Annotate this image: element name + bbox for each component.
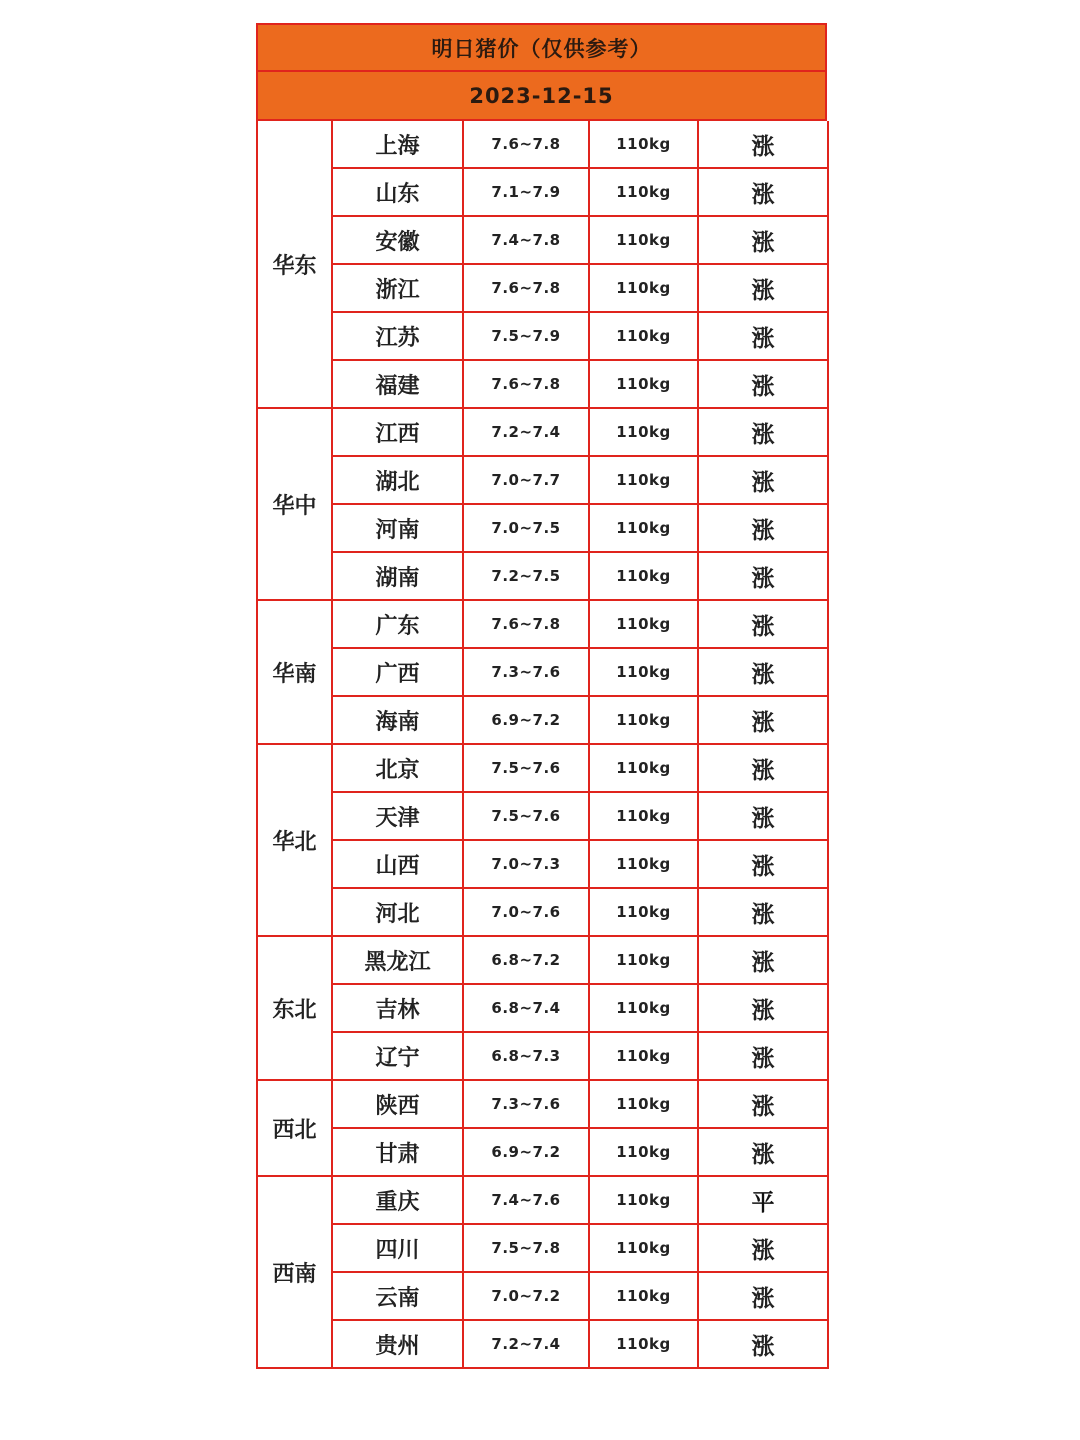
region-cell: 西南 xyxy=(257,1176,332,1368)
table-row xyxy=(257,360,828,408)
table-row xyxy=(257,840,828,888)
weight-cell: 110kg xyxy=(589,456,698,504)
weight-cell: 110kg xyxy=(589,168,698,216)
weight-cell: 110kg xyxy=(589,121,698,168)
price-range-cell: 7.5~7.9 xyxy=(463,312,589,360)
weight-cell: 110kg xyxy=(589,984,698,1032)
weight-cell: 110kg xyxy=(589,1176,698,1224)
price-sheet xyxy=(256,23,827,1369)
table-row xyxy=(257,792,828,840)
province-cell: 天津 xyxy=(332,792,463,840)
table-row xyxy=(257,1320,828,1368)
trend-cell: 涨 xyxy=(698,456,828,504)
weight-cell: 110kg xyxy=(589,1128,698,1176)
weight-cell: 110kg xyxy=(589,1320,698,1368)
trend-cell: 涨 xyxy=(698,264,828,312)
province-cell: 福建 xyxy=(332,360,463,408)
table-row xyxy=(257,1272,828,1320)
table-row xyxy=(257,121,828,168)
table-row xyxy=(257,1080,828,1128)
price-range-cell: 7.4~7.6 xyxy=(463,1176,589,1224)
price-range-cell: 7.6~7.8 xyxy=(463,600,589,648)
price-range-cell: 7.2~7.5 xyxy=(463,552,589,600)
province-cell: 广东 xyxy=(332,600,463,648)
table-row xyxy=(257,216,828,264)
region-cell: 华南 xyxy=(257,600,332,744)
trend-cell: 涨 xyxy=(698,888,828,936)
table-row xyxy=(257,408,828,456)
province-cell: 河北 xyxy=(332,888,463,936)
trend-cell: 涨 xyxy=(698,216,828,264)
weight-cell: 110kg xyxy=(589,936,698,984)
province-cell: 山西 xyxy=(332,840,463,888)
table-row xyxy=(257,168,828,216)
province-cell: 浙江 xyxy=(332,264,463,312)
province-cell: 安徽 xyxy=(332,216,463,264)
trend-cell: 涨 xyxy=(698,984,828,1032)
trend-cell: 涨 xyxy=(698,1224,828,1272)
region-cell: 西北 xyxy=(257,1080,332,1176)
table-row xyxy=(257,1224,828,1272)
price-range-cell: 7.5~7.8 xyxy=(463,1224,589,1272)
trend-cell: 涨 xyxy=(698,168,828,216)
trend-cell: 涨 xyxy=(698,312,828,360)
table-row xyxy=(257,984,828,1032)
table-date: 2023-12-15 xyxy=(256,72,827,121)
price-range-cell: 7.0~7.5 xyxy=(463,504,589,552)
table-row xyxy=(257,1032,828,1080)
weight-cell: 110kg xyxy=(589,216,698,264)
table-row xyxy=(257,312,828,360)
table-row xyxy=(257,600,828,648)
weight-cell: 110kg xyxy=(589,360,698,408)
table-row xyxy=(257,888,828,936)
price-range-cell: 7.6~7.8 xyxy=(463,121,589,168)
province-cell: 云南 xyxy=(332,1272,463,1320)
province-cell: 湖南 xyxy=(332,552,463,600)
table-row xyxy=(257,264,828,312)
weight-cell: 110kg xyxy=(589,504,698,552)
trend-cell: 涨 xyxy=(698,1320,828,1368)
weight-cell: 110kg xyxy=(589,312,698,360)
weight-cell: 110kg xyxy=(589,792,698,840)
price-range-cell: 6.9~7.2 xyxy=(463,696,589,744)
region-cell: 华中 xyxy=(257,408,332,600)
trend-cell: 涨 xyxy=(698,600,828,648)
province-cell: 江西 xyxy=(332,408,463,456)
weight-cell: 110kg xyxy=(589,1224,698,1272)
trend-cell: 涨 xyxy=(698,744,828,792)
price-range-cell: 7.0~7.7 xyxy=(463,456,589,504)
price-table-body xyxy=(257,121,828,1368)
price-range-cell: 7.5~7.6 xyxy=(463,744,589,792)
weight-cell: 110kg xyxy=(589,696,698,744)
price-range-cell: 7.6~7.8 xyxy=(463,360,589,408)
price-range-cell: 7.1~7.9 xyxy=(463,168,589,216)
price-table xyxy=(256,121,829,1369)
trend-cell: 涨 xyxy=(698,936,828,984)
table-row xyxy=(257,504,828,552)
weight-cell: 110kg xyxy=(589,888,698,936)
price-range-cell: 6.8~7.3 xyxy=(463,1032,589,1080)
trend-cell: 涨 xyxy=(698,552,828,600)
province-cell: 陕西 xyxy=(332,1080,463,1128)
price-range-cell: 6.8~7.4 xyxy=(463,984,589,1032)
weight-cell: 110kg xyxy=(589,408,698,456)
price-range-cell: 7.4~7.8 xyxy=(463,216,589,264)
weight-cell: 110kg xyxy=(589,1080,698,1128)
province-cell: 湖北 xyxy=(332,456,463,504)
province-cell: 贵州 xyxy=(332,1320,463,1368)
price-range-cell: 7.2~7.4 xyxy=(463,1320,589,1368)
region-cell: 华东 xyxy=(257,121,332,408)
province-cell: 吉林 xyxy=(332,984,463,1032)
trend-cell: 涨 xyxy=(698,1080,828,1128)
table-title: 明日猪价（仅供参考） xyxy=(256,23,827,72)
table-row xyxy=(257,552,828,600)
weight-cell: 110kg xyxy=(589,552,698,600)
table-row xyxy=(257,1128,828,1176)
price-range-cell: 7.3~7.6 xyxy=(463,1080,589,1128)
province-cell: 北京 xyxy=(332,744,463,792)
price-range-cell: 7.0~7.6 xyxy=(463,888,589,936)
price-range-cell: 7.0~7.3 xyxy=(463,840,589,888)
table-row xyxy=(257,936,828,984)
price-range-cell: 7.3~7.6 xyxy=(463,648,589,696)
weight-cell: 110kg xyxy=(589,648,698,696)
table-row xyxy=(257,648,828,696)
weight-cell: 110kg xyxy=(589,744,698,792)
province-cell: 四川 xyxy=(332,1224,463,1272)
province-cell: 海南 xyxy=(332,696,463,744)
table-row xyxy=(257,456,828,504)
trend-cell: 涨 xyxy=(698,360,828,408)
weight-cell: 110kg xyxy=(589,1272,698,1320)
trend-cell: 涨 xyxy=(698,648,828,696)
price-range-cell: 7.0~7.2 xyxy=(463,1272,589,1320)
region-cell: 华北 xyxy=(257,744,332,936)
province-cell: 江苏 xyxy=(332,312,463,360)
trend-cell: 涨 xyxy=(698,504,828,552)
province-cell: 辽宁 xyxy=(332,1032,463,1080)
trend-cell: 涨 xyxy=(698,408,828,456)
trend-cell: 涨 xyxy=(698,696,828,744)
trend-cell: 涨 xyxy=(698,840,828,888)
price-range-cell: 6.9~7.2 xyxy=(463,1128,589,1176)
table-row xyxy=(257,696,828,744)
province-cell: 上海 xyxy=(332,121,463,168)
trend-cell: 涨 xyxy=(698,1032,828,1080)
price-range-cell: 6.8~7.2 xyxy=(463,936,589,984)
province-cell: 山东 xyxy=(332,168,463,216)
price-range-cell: 7.5~7.6 xyxy=(463,792,589,840)
trend-cell: 涨 xyxy=(698,121,828,168)
price-range-cell: 7.6~7.8 xyxy=(463,264,589,312)
weight-cell: 110kg xyxy=(589,600,698,648)
trend-cell: 涨 xyxy=(698,1272,828,1320)
price-range-cell: 7.2~7.4 xyxy=(463,408,589,456)
province-cell: 广西 xyxy=(332,648,463,696)
weight-cell: 110kg xyxy=(589,264,698,312)
weight-cell: 110kg xyxy=(589,1032,698,1080)
trend-cell: 平 xyxy=(698,1176,828,1224)
weight-cell: 110kg xyxy=(589,840,698,888)
province-cell: 甘肃 xyxy=(332,1128,463,1176)
table-row xyxy=(257,1176,828,1224)
trend-cell: 涨 xyxy=(698,792,828,840)
province-cell: 黑龙江 xyxy=(332,936,463,984)
table-row xyxy=(257,744,828,792)
region-cell: 东北 xyxy=(257,936,332,1080)
province-cell: 重庆 xyxy=(332,1176,463,1224)
trend-cell: 涨 xyxy=(698,1128,828,1176)
province-cell: 河南 xyxy=(332,504,463,552)
